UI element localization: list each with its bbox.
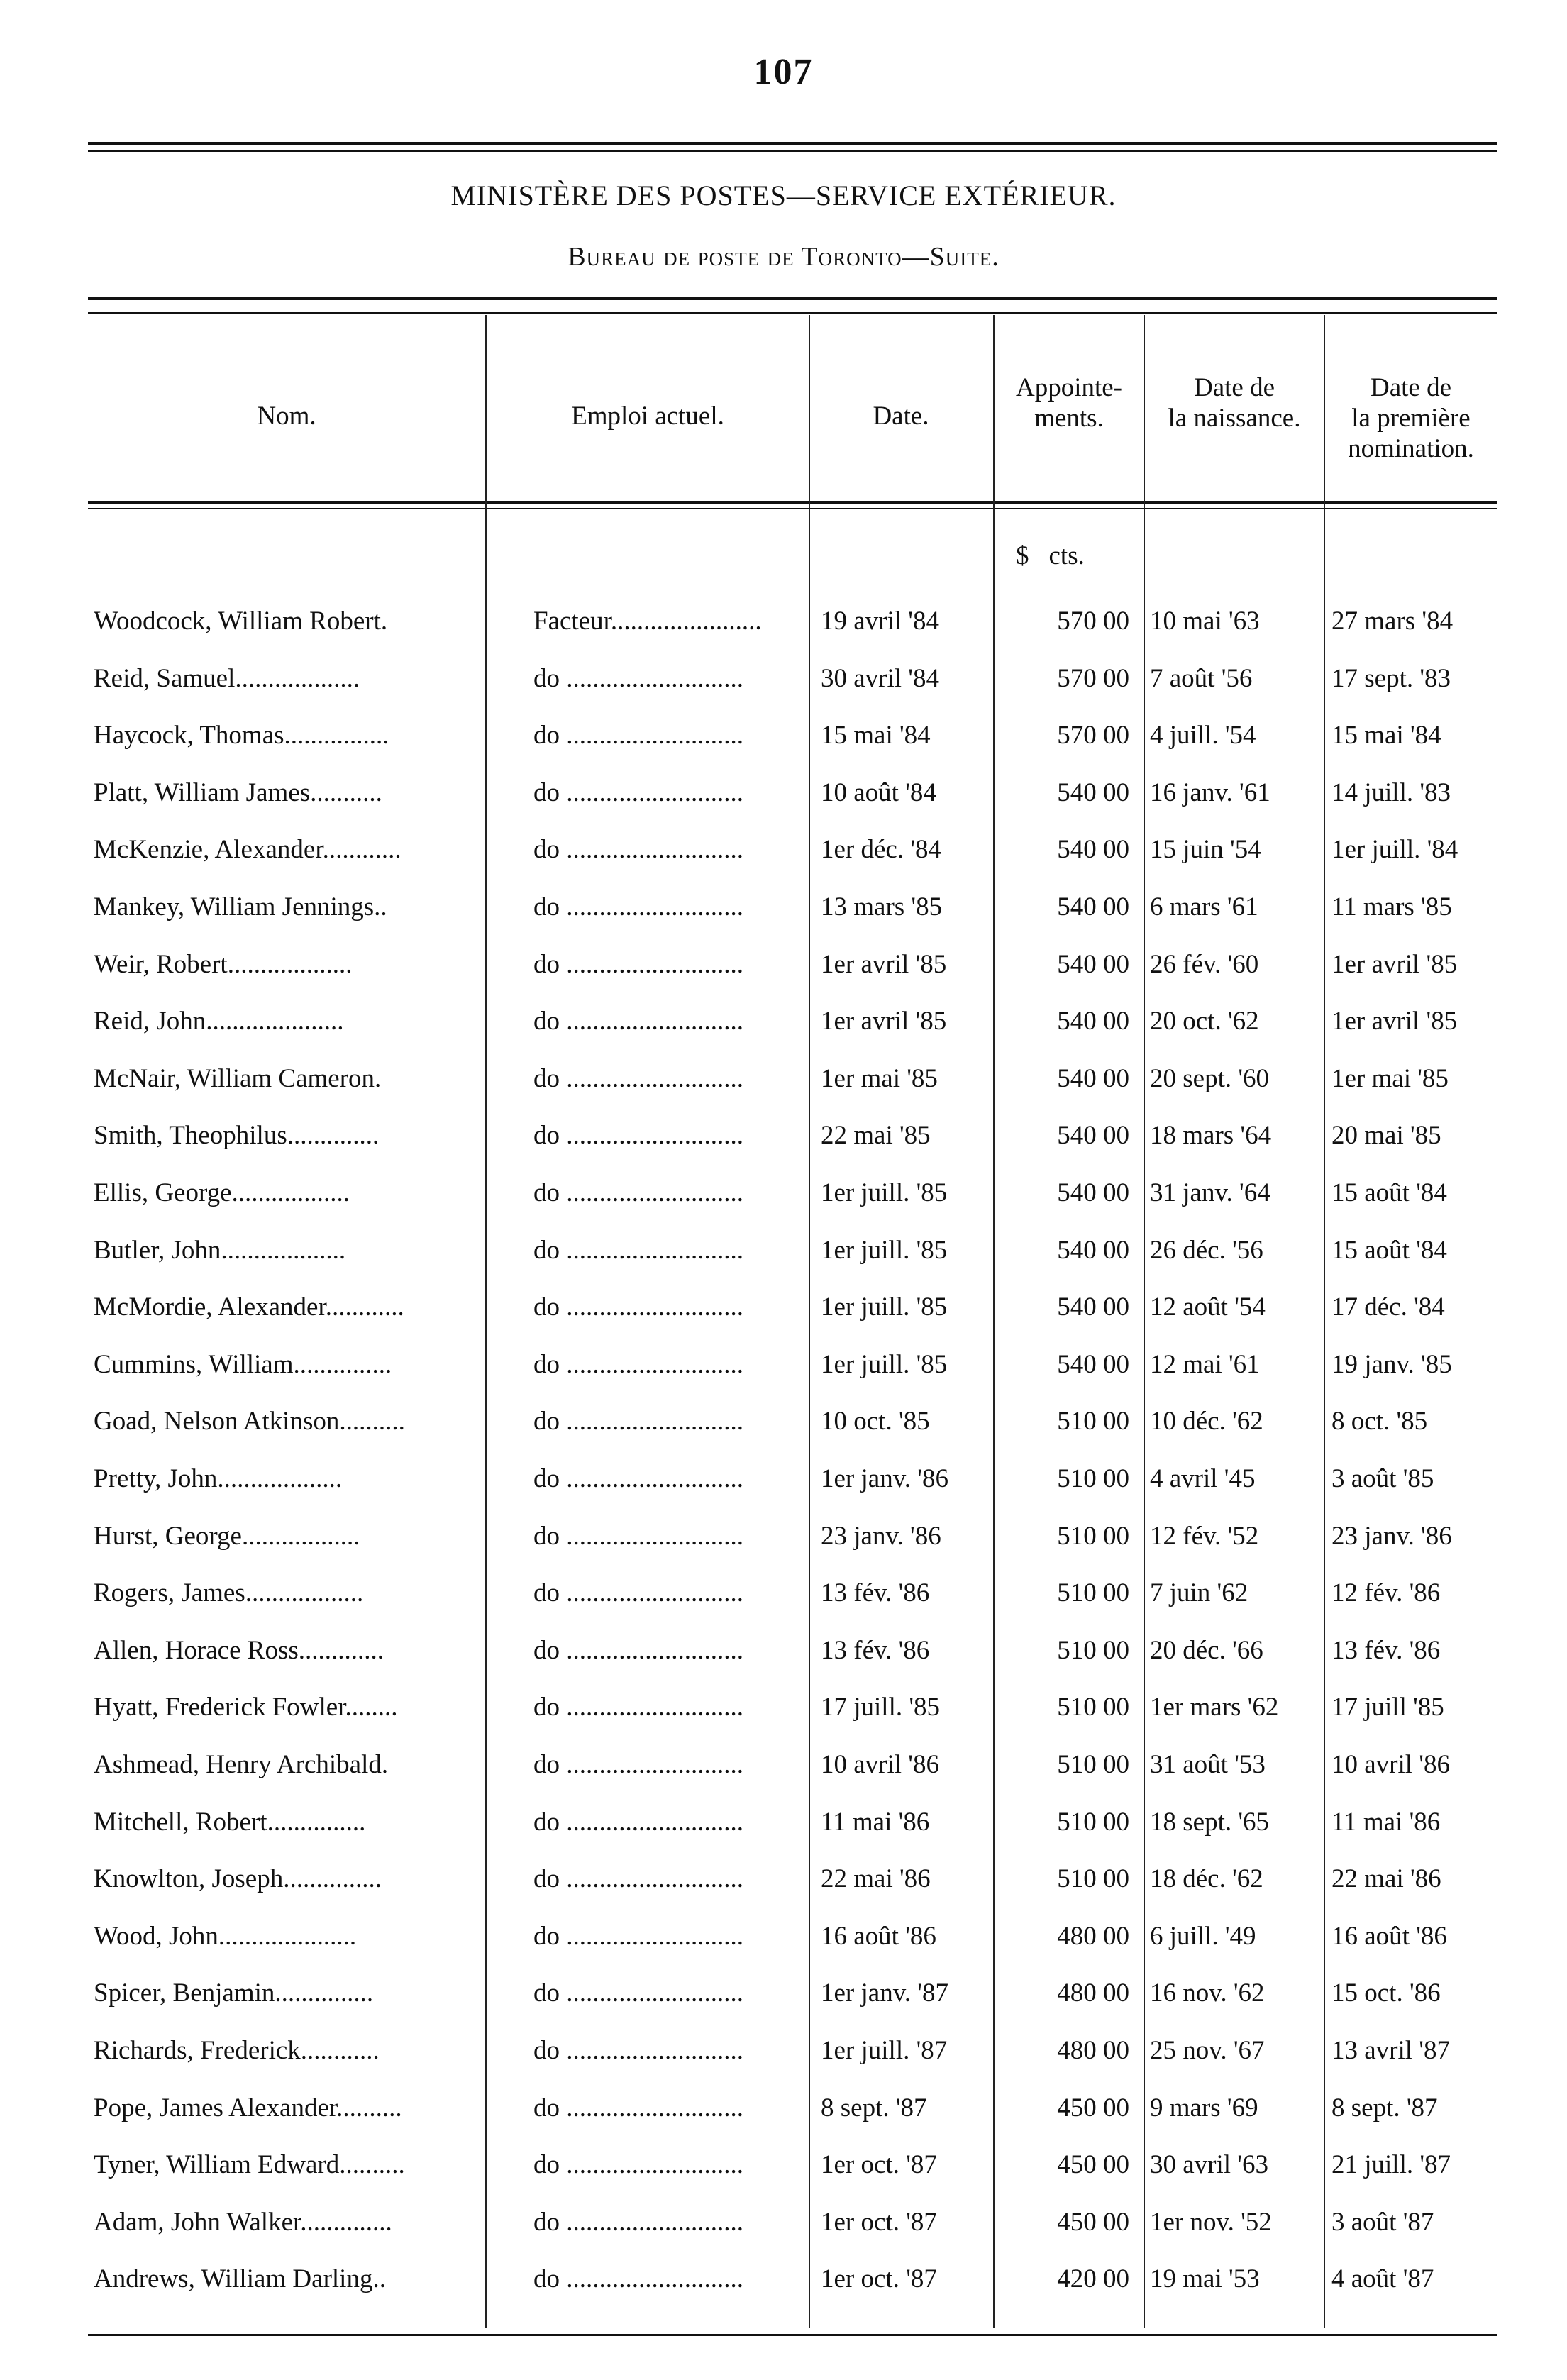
row-date: 11 mai '86 [821,1807,930,1837]
row-emploi: do ........................... [533,1407,743,1437]
row-appointements: 510 00 [1057,1635,1129,1665]
row-name: Adam, John Walker.............. [94,2207,392,2237]
table-row [0,1219,1567,1276]
row-emploi: do ........................... [533,1349,743,1379]
row-appointements: 540 00 [1057,1007,1129,1036]
row-name: Platt, William James........... [94,777,382,807]
row-appointements: 510 00 [1057,1464,1129,1493]
header-naissance-line2: la naissance. [1168,404,1301,433]
row-date-premiere-nomination: 17 déc. '84 [1331,1293,1445,1322]
row-name: Pretty, John................... [94,1464,343,1493]
table-row [0,1734,1567,1790]
row-date-naissance: 7 août '56 [1150,663,1253,693]
table-row [0,648,1567,704]
row-date: 1er avril '85 [821,949,947,979]
row-emploi: do ........................... [533,663,743,693]
header-naissance-line1: Date de [1193,373,1275,402]
row-name: Goad, Nelson Atkinson.......... [94,1407,405,1437]
header-appointements-line2: ments. [1034,404,1104,433]
table-row [0,1562,1567,1619]
row-date-naissance: 31 août '53 [1150,1750,1266,1779]
row-appointements: 510 00 [1057,1693,1129,1722]
header-premiere-line2: la première [1351,404,1471,433]
row-name: Ashmead, Henry Archibald. [94,1750,389,1779]
row-date-naissance: 7 juin '62 [1150,1578,1248,1608]
row-name: Rogers, James.................. [94,1578,364,1608]
row-date-naissance: 26 déc. '56 [1150,1235,1263,1265]
table-top-rule-thick [88,297,1497,300]
row-date: 17 juill. '85 [821,1693,941,1722]
row-appointements: 450 00 [1057,2150,1129,2180]
header-nom [88,401,485,431]
row-date-premiere-nomination: 15 août '84 [1331,1235,1447,1265]
row-date: 1er juill. '85 [821,1235,948,1265]
row-appointements: 480 00 [1057,1978,1129,2008]
page-title: MINISTÈRE DES POSTES—SERVICE EXTÉRIEUR. [450,179,1117,211]
row-name: Andrews, William Darling.. [94,2264,386,2294]
row-date: 1er oct. '87 [821,2264,937,2294]
row-appointements: 510 00 [1057,1521,1129,1551]
row-date: 19 avril '84 [821,607,939,636]
row-emploi: do ........................... [533,2207,743,2237]
row-date: 30 avril '84 [821,663,939,693]
table-row [0,1048,1567,1105]
row-date: 10 août '84 [821,777,936,807]
header-appointements-line1: Appointe- [1015,373,1123,402]
row-emploi: do ........................... [533,1864,743,1894]
row-name: Ellis, George.................. [94,1178,350,1207]
row-name: Hyatt, Frederick Fowler........ [94,1693,398,1722]
row-date-premiere-nomination: 21 juill. '87 [1331,2150,1451,2180]
row-date-premiere-nomination: 12 fév. '86 [1331,1578,1441,1608]
row-name: Haycock, Thomas................ [94,721,389,751]
row-emploi: do ........................... [533,777,743,807]
row-date: 22 mai '85 [821,1121,931,1151]
header-date-text: Date. [873,402,929,431]
row-date: 1er mai '85 [821,1063,938,1093]
row-date-naissance: 18 sept. '65 [1150,1807,1270,1837]
row-date-naissance: 9 mars '69 [1150,2093,1258,2122]
row-name: Cummins, William............... [94,1349,392,1379]
row-date-premiere-nomination: 17 sept. '83 [1331,663,1451,693]
table-row [0,1620,1567,1676]
row-date-naissance: 30 avril '63 [1150,2150,1268,2180]
row-date-naissance: 20 sept. '60 [1150,1063,1270,1093]
top-rule-thick [88,142,1497,145]
row-date: 13 mars '85 [821,892,943,921]
row-date-naissance: 12 août '54 [1150,1293,1266,1322]
table-row [0,1105,1567,1161]
row-date-naissance: 18 mars '64 [1150,1121,1272,1151]
row-date-premiere-nomination: 1er mai '85 [1331,1063,1449,1093]
row-emploi: do ........................... [533,1293,743,1322]
row-date-naissance: 10 déc. '62 [1150,1407,1263,1437]
row-appointements: 570 00 [1057,721,1129,751]
row-emploi: do ........................... [533,1750,743,1779]
row-emploi: do ........................... [533,1978,743,2008]
top-rule-thin [88,150,1497,152]
row-date-naissance: 19 mai '53 [1150,2264,1260,2294]
row-emploi: do ........................... [533,1178,743,1207]
row-date-naissance: 12 fév. '52 [1150,1521,1259,1551]
row-date-premiere-nomination: 11 mai '86 [1331,1807,1441,1837]
table-row [0,2248,1567,2305]
row-name: Reid, John..................... [94,1007,344,1036]
row-appointements: 540 00 [1057,892,1129,921]
row-name: Mankey, William Jennings.. [94,892,387,921]
row-date-premiere-nomination: 15 août '84 [1331,1178,1447,1207]
row-date-naissance: 1er nov. '52 [1150,2207,1272,2237]
table-row [0,1676,1567,1733]
row-emploi: do ........................... [533,2036,743,2065]
row-date: 23 janv. '86 [821,1521,941,1551]
row-emploi: do ........................... [533,2093,743,2122]
row-appointements: 540 00 [1057,777,1129,807]
row-date: 1er oct. '87 [821,2207,937,2237]
page-number: 107 [753,52,814,92]
row-emploi: do ........................... [533,1807,743,1837]
table-row [0,819,1567,875]
row-date: 1er juill. '85 [821,1349,948,1379]
row-date: 1er janv. '87 [821,1978,948,2008]
row-name: Tyner, William Edward.......... [94,2150,405,2180]
row-appointements: 480 00 [1057,2036,1129,2065]
row-name: Butler, John................... [94,1235,346,1265]
row-date-premiere-nomination: 15 oct. '86 [1331,1978,1441,2008]
row-appointements: 570 00 [1057,663,1129,693]
row-date-naissance: 10 mai '63 [1150,607,1260,636]
row-date: 10 avril '86 [821,1750,939,1779]
row-date-premiere-nomination: 15 mai '84 [1331,721,1441,751]
header-emploi [488,401,807,431]
row-appointements: 540 00 [1057,1121,1129,1151]
units-cents: cts. [1048,541,1085,570]
row-date-naissance: 16 nov. '62 [1150,1978,1265,2008]
table-row [0,1390,1567,1447]
table-row [0,1505,1567,1562]
row-date-premiere-nomination: 11 mars '85 [1331,892,1452,921]
row-appointements: 570 00 [1057,607,1129,636]
table-row [0,934,1567,990]
header-appointements [995,372,1144,433]
header-emploi-text: Emploi actuel. [571,402,724,431]
table-row [0,2020,1567,2076]
table-row [0,1848,1567,1905]
table-row [0,1905,1567,1962]
row-date-premiere-nomination: 17 juill '85 [1331,1693,1444,1722]
row-date: 15 mai '84 [821,721,931,751]
table-row [0,2134,1567,2191]
row-date-premiere-nomination: 8 oct. '85 [1331,1407,1428,1437]
table-row [0,1448,1567,1505]
row-date-premiere-nomination: 8 sept. '87 [1331,2093,1438,2122]
row-appointements: 510 00 [1057,1407,1129,1437]
row-date-premiere-nomination: 10 avril '86 [1331,1750,1450,1779]
row-emploi: do ........................... [533,1007,743,1036]
row-emploi: do ........................... [533,2264,743,2294]
row-appointements: 540 00 [1057,949,1129,979]
row-date-premiere-nomination: 20 mai '85 [1331,1121,1441,1151]
row-date-premiere-nomination: 1er avril '85 [1331,949,1458,979]
row-date-naissance: 1er mars '62 [1150,1693,1279,1722]
row-date: 16 août '86 [821,1921,936,1951]
row-date-naissance: 6 juill. '49 [1150,1921,1256,1951]
row-date-naissance: 15 juin '54 [1150,835,1261,865]
row-appointements: 450 00 [1057,2207,1129,2237]
row-appointements: 510 00 [1057,1864,1129,1894]
row-date-premiere-nomination: 23 janv. '86 [1331,1521,1452,1551]
row-date-naissance: 31 janv. '64 [1150,1178,1270,1207]
row-date-naissance: 12 mai '61 [1150,1349,1260,1379]
row-name: Allen, Horace Ross............. [94,1635,384,1665]
row-date-premiere-nomination: 1er avril '85 [1331,1007,1458,1036]
row-date: 1er oct. '87 [821,2150,937,2180]
row-emploi: do ........................... [533,2150,743,2180]
row-date: 1er janv. '86 [821,1464,948,1493]
row-date: 1er juill. '85 [821,1293,948,1322]
row-date-naissance: 20 oct. '62 [1150,1007,1259,1036]
table-row [0,2077,1567,2134]
page-subtitle: Bureau de poste de Toronto—Suite. [567,242,1000,272]
row-name: McMordie, Alexander............ [94,1293,404,1322]
row-name: Hurst, George.................. [94,1521,360,1551]
table-top-rule-thin [88,312,1497,314]
row-date-naissance: 18 déc. '62 [1150,1864,1263,1894]
row-emploi: do ........................... [533,1063,743,1093]
header-date [810,401,992,431]
row-name: McNair, William Cameron. [94,1063,382,1093]
row-emploi: do ........................... [533,1921,743,1951]
header-bottom-rule-thin [88,508,1497,509]
table-row [0,2191,1567,2248]
row-date-naissance: 25 nov. '67 [1150,2036,1265,2065]
table-row [0,704,1567,761]
row-name: Wood, John..................... [94,1921,357,1951]
row-appointements: 450 00 [1057,2093,1129,2122]
row-date-premiere-nomination: 1er juill. '84 [1331,835,1458,865]
row-date: 13 fév. '86 [821,1635,930,1665]
table-bottom-rule [88,2334,1497,2336]
row-name: Spicer, Benjamin............... [94,1978,374,2008]
row-emploi: do ........................... [533,721,743,751]
row-appointements: 480 00 [1057,1921,1129,1951]
row-date-naissance: 6 mars '61 [1150,892,1258,921]
header-premiere-line1: Date de [1370,373,1452,402]
row-appointements: 540 00 [1057,1235,1129,1265]
row-date-premiere-nomination: 4 août '87 [1331,2264,1434,2294]
header-premiere [1325,372,1497,464]
row-date-premiere-nomination: 3 août '85 [1331,1464,1434,1493]
row-appointements: 540 00 [1057,1293,1129,1322]
row-name: Smith, Theophilus.............. [94,1121,380,1151]
row-emploi: do ........................... [533,835,743,865]
table-row [0,990,1567,1047]
table-row [0,1276,1567,1333]
row-appointements: 420 00 [1057,2264,1129,2294]
row-date: 1er juill. '87 [821,2036,948,2065]
table-row [0,876,1567,933]
table-row [0,1962,1567,2019]
row-date-premiere-nomination: 16 août '86 [1331,1921,1447,1951]
row-name: Mitchell, Robert............... [94,1807,366,1837]
row-date-premiere-nomination: 22 mai '86 [1331,1864,1441,1894]
row-name: Reid, Samuel................... [94,663,360,693]
units-dollars: $ [1016,541,1029,570]
row-date-premiere-nomination: 19 janv. '85 [1331,1349,1452,1379]
row-name: Woodcock, William Robert. [94,607,388,636]
row-date-premiere-nomination: 13 avril '87 [1331,2036,1450,2065]
row-emploi: do ........................... [533,1635,743,1665]
row-appointements: 540 00 [1057,1178,1129,1207]
table-row [0,1162,1567,1219]
row-date-premiere-nomination: 3 août '87 [1331,2207,1434,2237]
row-date: 1er juill. '85 [821,1178,948,1207]
row-emploi: do ........................... [533,1578,743,1608]
table-row [0,1334,1567,1390]
table-row [0,762,1567,819]
header-nom-text: Nom. [257,402,316,431]
row-emploi: do ........................... [533,1464,743,1493]
table-row [0,1791,1567,1848]
row-emploi: do ........................... [533,892,743,921]
row-appointements: 510 00 [1057,1807,1129,1837]
row-emploi: do ........................... [533,1693,743,1722]
row-appointements: 540 00 [1057,1063,1129,1093]
row-appointements: 540 00 [1057,835,1129,865]
row-date: 1er déc. '84 [821,835,942,865]
row-date-premiere-nomination: 13 fév. '86 [1331,1635,1441,1665]
row-date-premiere-nomination: 14 juill. '83 [1331,777,1451,807]
header-premiere-line3: nomination. [1348,434,1474,463]
row-name: Pope, James Alexander.......... [94,2093,402,2122]
row-date-naissance: 16 janv. '61 [1150,777,1270,807]
row-name: McKenzie, Alexander............ [94,835,402,865]
row-date: 8 sept. '87 [821,2093,927,2122]
row-date: 22 mai '86 [821,1864,931,1894]
row-date-naissance: 4 juill. '54 [1150,721,1256,751]
row-date-naissance: 20 déc. '66 [1150,1635,1263,1665]
row-emploi: do ........................... [533,1121,743,1151]
row-appointements: 510 00 [1057,1578,1129,1608]
header-bottom-rule-thick [88,501,1497,504]
row-date: 1er avril '85 [821,1007,947,1036]
row-emploi: do ........................... [533,949,743,979]
row-appointements: 510 00 [1057,1750,1129,1779]
row-emploi: Facteur....................... [533,607,762,636]
row-date: 13 fév. '86 [821,1578,930,1608]
row-appointements: 540 00 [1057,1349,1129,1379]
row-date-naissance: 4 avril '45 [1150,1464,1256,1493]
row-name: Weir, Robert................... [94,949,353,979]
header-naissance [1145,372,1324,433]
row-emploi: do ........................... [533,1521,743,1551]
units-label [1016,541,1104,571]
row-emploi: do ........................... [533,1235,743,1265]
table-row [0,590,1567,647]
row-name: Knowlton, Joseph............... [94,1864,382,1894]
row-date-naissance: 26 fév. '60 [1150,949,1259,979]
row-name: Richards, Frederick............ [94,2036,380,2065]
row-date: 10 oct. '85 [821,1407,930,1437]
row-date-premiere-nomination: 27 mars '84 [1331,607,1454,636]
